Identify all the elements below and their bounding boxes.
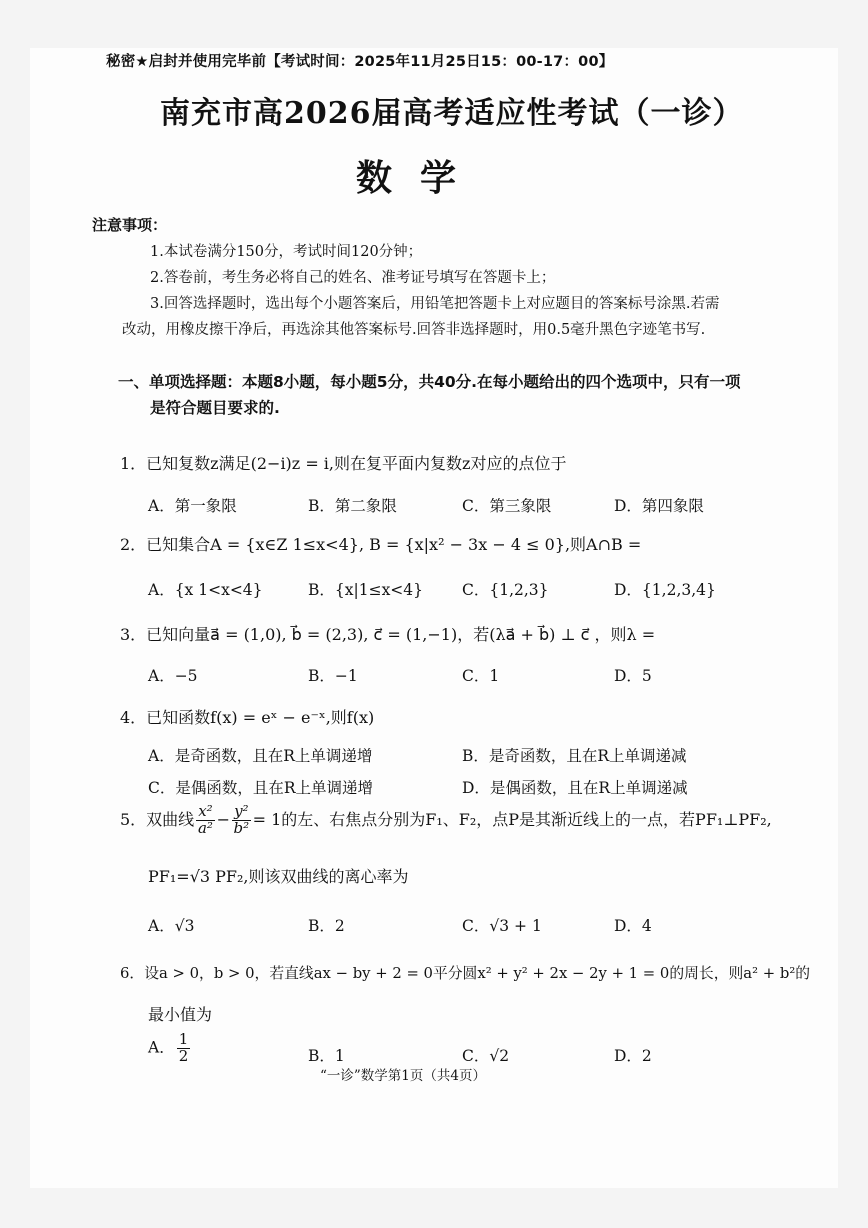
question-6: 6．设a > 0，b > 0，若直线ax − by + 2 = 0平分圆x² + y² + 2x − 2y + 1 = 0的周长，则a² + b²的 xyxy=(120,965,811,982)
question-1: 1．已知复数z满足(2−i)z = i,则在复平面内复数z对应的点位于 xyxy=(120,454,567,473)
q3-option-a: A．−5 xyxy=(148,667,198,685)
q6-option-b: B．1 xyxy=(308,1047,345,1065)
q4-option-a: A．是奇函数，且在R上单调递增 xyxy=(148,747,373,765)
q5-option-b: B．2 xyxy=(308,917,345,935)
q6-option-a-den: 2 xyxy=(178,1046,189,1065)
q5-fraction-y-den: b² xyxy=(233,818,250,837)
q5-minus: − xyxy=(216,809,231,829)
q5-option-a: A．√3 xyxy=(148,917,195,935)
section-heading-line1: 一、单项选择题：本题8小题，每小题5分，共40分.在每小题给出的四个选项中，只有一项 xyxy=(118,373,741,391)
q5-option-c: C．√3 + 1 xyxy=(462,917,542,935)
notice-item-1: 1.本试卷满分150分，考试时间120分钟； xyxy=(150,244,423,260)
q2-option-d: D．{1,2,3,4} xyxy=(614,581,716,599)
question-5 xyxy=(120,804,772,837)
q3-option-c: C．1 xyxy=(462,667,500,685)
q6-option-a xyxy=(148,1032,192,1065)
notice-heading: 注意事项： xyxy=(92,216,168,234)
q1-option-a: A．第一象限 xyxy=(148,497,237,515)
q6-option-a-num: 1 xyxy=(178,1030,189,1048)
section-heading-line2: 是符合题目要求的. xyxy=(150,399,280,417)
q3-option-b: B．−1 xyxy=(308,667,358,685)
q1-option-c: C．第三象限 xyxy=(462,497,552,515)
q5-prefix: 5．双曲线 xyxy=(120,809,195,829)
page-footer: “一诊”数学第1页（共4页） xyxy=(320,1068,486,1084)
notice-item-2: 2.答卷前，考生务必将自己的姓名、准考证号填写在答题卡上； xyxy=(150,270,556,286)
confidential-header: 秘密★启封并使用完毕前【考试时间：2025年11月25日15：00-17：00】 xyxy=(106,54,614,70)
q5-fraction-y-num: y² xyxy=(234,802,249,820)
question-4: 4．已知函数f(x) = eˣ − e⁻ˣ,则f(x) xyxy=(120,708,375,727)
notice-item-3: 3.回答选择题时，选出每个小题答案后，用铅笔把答题卡上对应题目的答案标号涂黑.若需 xyxy=(150,296,720,312)
q1-option-b: B．第二象限 xyxy=(308,497,397,515)
question-2: 2．已知集合A = {x∈Z 1≤x<4}, B = {x|x² − 3x − 4 ≤ 0},则A∩B = xyxy=(120,535,642,554)
exam-title: 南充市高2026届高考适应性考试（一诊） xyxy=(160,96,744,131)
q5-rest: = 1的左、右焦点分别为F₁、F₂，点P是其渐近线上的一点，若PF₁⊥PF₂, xyxy=(252,809,772,829)
q3-option-d: D．5 xyxy=(614,667,652,685)
q5-option-d: D．4 xyxy=(614,917,652,935)
question-5-line2: PF₁=√3 PF₂,则该双曲线的离心率为 xyxy=(148,867,409,886)
q6-option-d: D．2 xyxy=(614,1047,652,1065)
q5-fraction-x-den: a² xyxy=(197,818,213,837)
q2-option-a: A．{x 1<x<4} xyxy=(148,581,263,599)
q6-option-a-label: A． xyxy=(148,1038,175,1057)
q5-fraction-y xyxy=(232,804,251,837)
q4-option-c: C．是偶函数，且在R上单调递增 xyxy=(148,779,374,797)
q2-option-c: C．{1,2,3} xyxy=(462,581,549,599)
subject-title: 数学 xyxy=(356,157,485,199)
question-6-line2: 最小值为 xyxy=(148,1005,213,1024)
notice-item-3-cont: 改动，用橡皮擦干净后，再选涂其他答案标号.回答非选择题时，用0.5毫升黑色字迹笔书写. xyxy=(122,322,706,338)
q4-option-b: B．是奇函数，且在R上单调递减 xyxy=(462,747,687,765)
q5-fraction-x xyxy=(196,804,214,837)
question-3: 3．已知向量a⃗ = (1,0), b⃗ = (2,3), c⃗ = (1,−1)，若(λa⃗ + b⃗) ⊥ c⃗ ，则λ = xyxy=(120,625,656,644)
q5-fraction-x-num: x² xyxy=(198,802,213,820)
q2-option-b: B．{x|1≤x<4} xyxy=(308,581,424,599)
q6-option-c: C．√2 xyxy=(462,1047,510,1065)
q4-option-d: D．是偶函数，且在R上单调递减 xyxy=(462,779,688,797)
q6-option-a-fraction xyxy=(177,1032,191,1065)
q1-option-d: D．第四象限 xyxy=(614,497,704,515)
